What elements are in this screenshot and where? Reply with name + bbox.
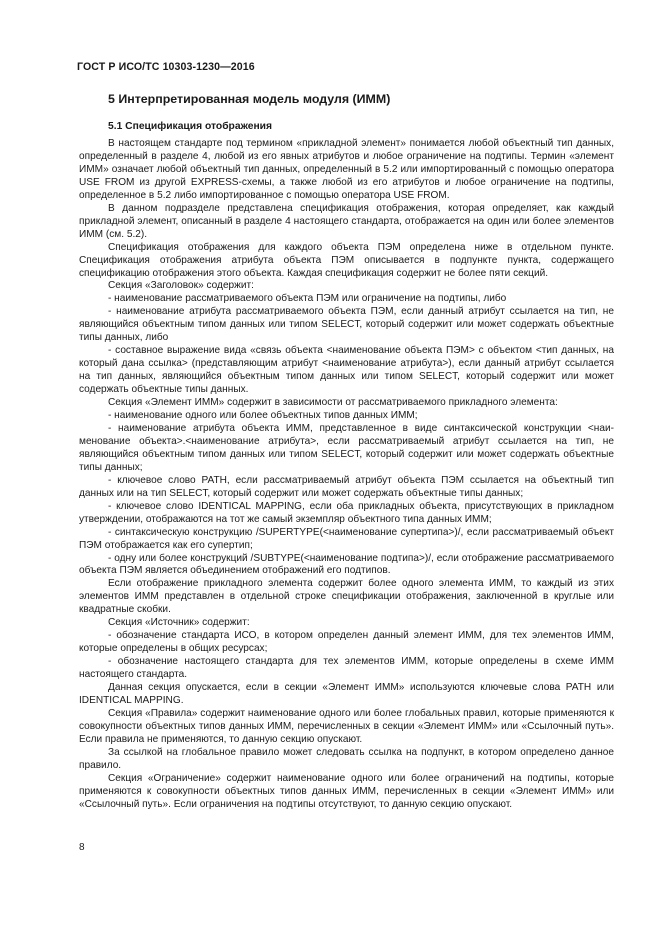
- body-text: [79, 138, 614, 812]
- list-item: - синтаксическую конструкцию /SUPERTYPE(<наименование супертипа>)/, если рассматриваемый объект ПЭМ отображается как его супертип;: [79, 526, 614, 551]
- paragraph: Данная секция опускается, если в секции «Элемент ИММ» используются ключевые слова PATH или IDENTICAL MAPPING.: [79, 682, 614, 706]
- list-item: - наименование одного или более объектных типов данных ИММ;: [108, 410, 418, 422]
- list-item: - одну или более конструкций /SUBTYPE(<наименование подтипа>)/, если отображение рассматриваемого объекта ПЭМ является объединением отображений его подтипов.: [79, 552, 614, 577]
- page-number: 8: [79, 842, 85, 853]
- paragraph: Если отображение прикладного элемента содержит более одного элемента ИММ, то каждый из этих элементов ИММ представлен в отдельной строке спецификации отображения, заключенной в круглые или квадратные скобки.: [79, 578, 614, 616]
- list-item: - обозначение стандарта ИСО, в котором определен данный элемент ИММ, для тех элементов ИММ, которые определены в общих ресурсах;: [79, 630, 614, 655]
- list-item: - наименование атрибута рассматриваемого объекта ПЭМ, если данный атрибут ссылается на тип, не являющийся объектным типом данных или типом SELECT, который содержит или может содержать объектные типы данных, либо: [79, 306, 614, 344]
- paragraph: Секция «Правила» содержит наименование одного или более глобальных правил, которые применяются к совокупности объектных типов данных ИММ, перечисленных в секции «Элемент ИММ» или «Ссылочный путь». Если правила не применяются, то данную секцию опускают.: [79, 707, 614, 745]
- paragraph: Секция «Заголовок» содержит:: [108, 280, 254, 292]
- paragraph: Секция «Ограничение» содержит наименование одного или более ограничений на подтипы, которые применяются к совокупности объектных типов данных ИММ, перечисленных в секции «Элемент ИММ» или «Ссылочный путь». Если ограничения на подтипы отсутствуют, то данную секцию опускают.: [79, 772, 614, 810]
- paragraph: За ссылкой на глобальное правило может следовать ссылка на подпункт, в котором определено данное правило.: [79, 746, 614, 771]
- list-item: - обозначение настоящего стандарта для тех элементов ИММ, которые определены в схеме ИММ настоящего стандарта.: [79, 656, 614, 681]
- document-header: ГОСТ Р ИСО/ТС 10303-1230—2016: [77, 61, 255, 73]
- paragraph: В настоящем стандарте под термином «прикладной элемент» понимается любой объектный тип данных, определенный в разделе 4, любой из его явных атрибутов и любое ограничение на подтипы. Термин «элемент ИММ» означает любой объектный тип данных, определенный в 5.2 или импортированный с помощью оператора USE FROM из другой EXPRESS-схемы, а также любой из его атрибутов и любое ограничение на подтипы, определенное в 5.2 либо импортированное с помощью оператора USE FROM.: [79, 138, 614, 201]
- list-item: - ключевое слово PATH, если рассматриваемый атрибут объекта ПЭМ ссылается на объектный тип данных или на тип SELECT, который содержит или может содержать объектные типы данных;: [79, 474, 614, 499]
- list-item: - наименование атрибута объекта ИММ, представленное в виде синтаксической конструкции <наименование объекта>.<наименование атрибута>, если рассматриваемый атрибут ссылается на тип, не являющийся объектным типом данных или типом SELECT, который содержит или может содержать объектные типы данных;: [79, 422, 614, 473]
- paragraph: Секция «Элемент ИММ» содержит в зависимости от рассматриваемого прикладного элемента:: [108, 397, 558, 409]
- paragraph: Спецификация отображения для каждого объекта ПЭМ определена ниже в отдельном пункте. Спецификация отображения атрибута объекта ПЭМ описывается в подпункте пункта, содержащего спецификацию отображения этого объекта. Каждая спецификация содержит не более пяти секций.: [79, 241, 614, 279]
- paragraph: Секция «Источник» содержит:: [108, 617, 250, 629]
- section-title: 5 Интерпретированная модель модуля (ИММ): [108, 92, 391, 106]
- list-item: - наименование рассматриваемого объекта ПЭМ или ограничение на подтипы, либо: [108, 293, 507, 305]
- list-item: - составное выражение вида «связь объекта <наименование объекта ПЭМ> с объектом <тип данных, на который дана ссылка> (представляющим атрибут <наименование атрибута>), если данный атрибут ссылается на тип данных, являющийся объектным типом данных или типом SELECT, который содержит или может содержать объектные типы данных.: [79, 345, 614, 396]
- subsection-title: 5.1 Спецификация отображения: [108, 121, 273, 132]
- paragraph: В данном подразделе представлена спецификация отображения, которая определяет, как каждый прикладной элемент, описанный в разделе 4 настоящего стандарта, отображается на один или более элементов ИММ (см. 5.2).: [79, 202, 614, 240]
- list-item: - ключевое слово IDENTICAL MAPPING, если оба прикладных объекта, присутствующих в прикладном утверждении, отображаются на тот же самый экземпляр объектного типа данных ИММ;: [79, 500, 614, 525]
